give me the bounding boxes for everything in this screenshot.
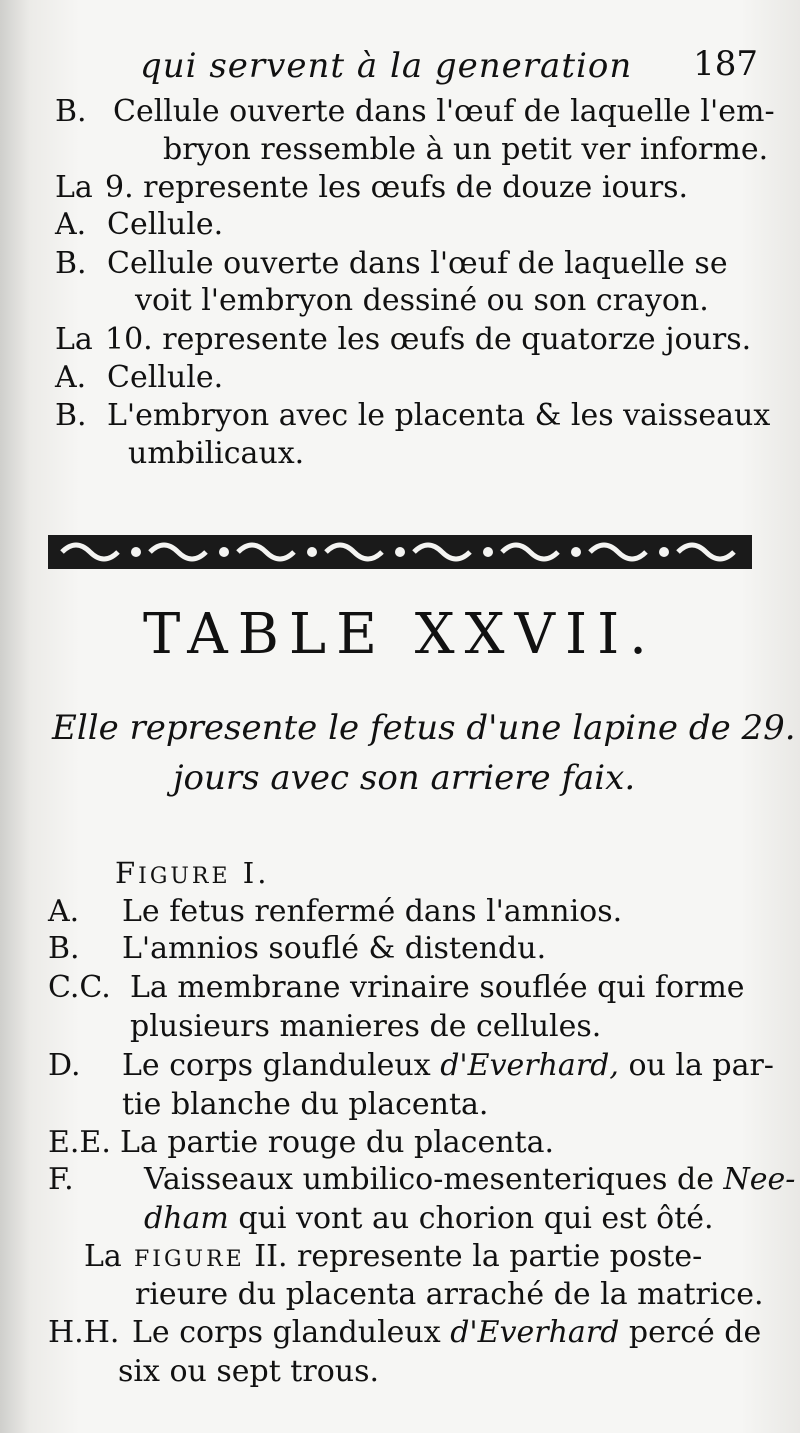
entry-text-italic: dham [144, 1201, 229, 1236]
figure-entry-line [135, 1276, 764, 1314]
entry-text-italic: d'Everhard [450, 1315, 620, 1350]
figure-entry-line [122, 1086, 488, 1124]
entry-line [55, 93, 775, 131]
description-line-1: Elle represente le fetus d'une lapine de 29. [52, 708, 796, 748]
entry-text: La partie rouge du placenta. [120, 1125, 555, 1160]
entry-label: B. [55, 398, 87, 433]
figure-two-word: FIGURE [134, 1247, 245, 1272]
figure-entry-line [48, 1047, 774, 1085]
figure-entry-line [48, 893, 622, 931]
entry-text: rieure du placenta arraché de la matrice. [135, 1277, 764, 1312]
entry-text: L'amnios souflé & distendu. [122, 931, 547, 966]
entry-line [55, 206, 223, 244]
entry-label: F. [48, 1162, 74, 1197]
entry-line [55, 359, 223, 397]
entry-text-italic: d'Everhard, [440, 1048, 619, 1083]
figure-heading-number: I. [242, 856, 270, 890]
entry-label: D. [48, 1048, 81, 1083]
entry-text: Cellule. [107, 207, 224, 242]
entry-text-italic: Nee- [723, 1162, 796, 1197]
entry-text: Cellule ouverte dans l'œuf de laquelle l'em- [113, 94, 775, 129]
entry-text: La membrane vrinaire souflée qui forme [130, 970, 745, 1005]
entry-label: La [84, 1239, 122, 1274]
figure-one-heading [115, 856, 269, 890]
figure-entry-line [48, 930, 546, 968]
entry-text: six ou sept trous. [118, 1354, 380, 1389]
entry-text: Le fetus renfermé dans l'amnios. [122, 894, 623, 929]
entry-text-end: II. represente la partie poste- [244, 1239, 703, 1274]
running-title: qui servent à la generation [140, 46, 633, 86]
entry-line [55, 169, 688, 207]
entry-text: 10. represente les œufs de quatorze jours. [105, 322, 752, 357]
entry-line [135, 282, 709, 320]
figure-entry-line [48, 1124, 554, 1162]
entry-text: bryon ressemble à un petit ver informe. [163, 132, 769, 167]
entry-text: voit l'embryon dessiné ou son crayon. [135, 283, 709, 318]
entry-text-end: qui vont au chorion qui est ôté. [228, 1201, 714, 1236]
entry-text: plusieurs manieres de cellules. [130, 1009, 602, 1044]
entry-label: C.C. [48, 970, 111, 1005]
figure-entry-line [130, 1008, 601, 1046]
entry-line [128, 435, 304, 473]
figure-entry-line [48, 1314, 761, 1352]
entry-label: La [55, 170, 93, 205]
entry-text: Cellule ouverte dans l'œuf de laquelle se [107, 246, 728, 281]
entry-label: E.E. [48, 1125, 111, 1160]
entry-line [55, 321, 751, 359]
entry-label: B. [55, 246, 87, 281]
entry-text-start: Vaisseaux umbilico-mesenteriques de [144, 1162, 724, 1197]
entry-label: A. [55, 207, 87, 242]
entry-label: H.H. [48, 1315, 120, 1350]
figure-heading-word: IGURE [138, 864, 231, 889]
entry-text: 9. represente les œufs de douze iours. [105, 170, 689, 205]
entry-line [55, 397, 770, 435]
entry-text: umbilicaux. [128, 436, 305, 471]
entry-label: B. [48, 931, 80, 966]
figure-entry-line [84, 1238, 702, 1279]
running-header [140, 40, 760, 90]
entry-label: La [55, 322, 93, 357]
entry-label: A. [48, 894, 80, 929]
entry-label: A. [55, 360, 87, 395]
page-number: 187 [693, 44, 758, 84]
entry-text: tie blanche du placenta. [122, 1087, 489, 1122]
entry-line [55, 245, 728, 283]
figure-entry-line [48, 1161, 795, 1199]
entry-text-start: Le corps glanduleux [132, 1315, 451, 1350]
entry-text: L'embryon avec le placenta & les vaisseaux [107, 398, 771, 433]
description-line-2: jours avec son arriere faix. [173, 758, 636, 798]
figure-entry-line [118, 1353, 379, 1391]
entry-line [163, 131, 768, 169]
entry-text-end: percé de [619, 1315, 762, 1350]
table-heading: TABLE XXVII. [143, 602, 657, 667]
ornamental-band [48, 527, 752, 577]
figure-entry-line [48, 969, 745, 1007]
entry-label: B. [55, 94, 87, 129]
entry-text-start: Le corps glanduleux [122, 1048, 441, 1083]
figure-entry-line [144, 1200, 714, 1238]
figure-heading-initial: F [115, 856, 139, 890]
entry-text-end: ou la par- [618, 1048, 774, 1083]
entry-text: Cellule. [107, 360, 224, 395]
